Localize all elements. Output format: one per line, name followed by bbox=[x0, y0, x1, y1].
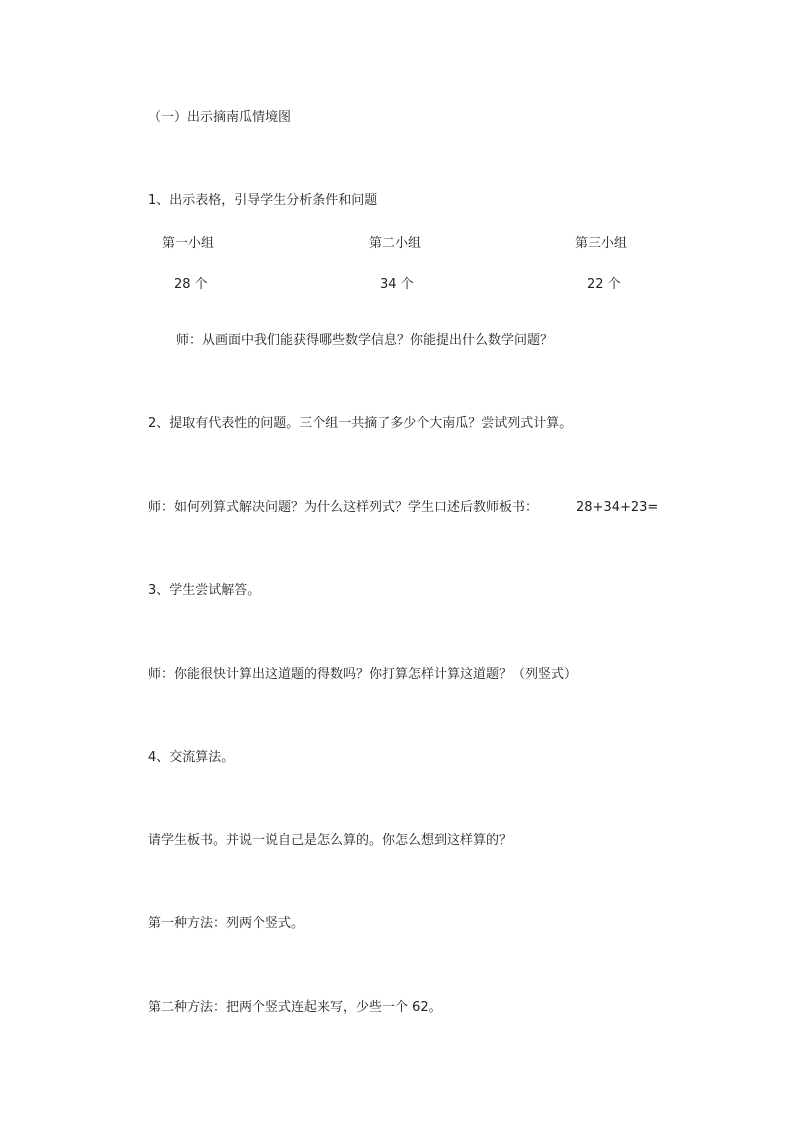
table-header-group1: 第一小组 bbox=[162, 236, 215, 251]
table-value-group2: 34 个 bbox=[380, 277, 414, 292]
step4-prompt: 请学生板书。并说一说自己是怎么算的。你怎么想到这样算的？ bbox=[148, 833, 513, 848]
step4-method1: 第一种方法：列两个竖式。 bbox=[148, 916, 305, 931]
table-header-group2: 第二小组 bbox=[369, 236, 422, 251]
table-value-group1: 28 个 bbox=[174, 277, 208, 292]
section-title: （一）出示摘南瓜情境图 bbox=[148, 110, 292, 125]
step2-heading: 2、提取有代表性的问题。三个组一共摘了多少个大南瓜？尝试列式计算。 bbox=[148, 416, 573, 431]
table-value-group3: 22 个 bbox=[587, 277, 621, 292]
step3-teacher-question: 师：你能很快计算出这道题的得数吗？你打算怎样计算这道题？（列竖式） bbox=[148, 667, 578, 682]
step1-heading: 1、出示表格，引导学生分析条件和问题 bbox=[148, 193, 378, 208]
table-header-group3: 第三小组 bbox=[575, 236, 628, 251]
step2-expression: 28+34+23= bbox=[576, 500, 659, 515]
step2-teacher-question: 师：如何列算式解决问题？为什么这样列式？学生口述后教师板书： bbox=[148, 500, 539, 515]
step3-heading: 3、学生尝试解答。 bbox=[148, 583, 261, 598]
step1-teacher-question: 师：从画面中我们能获得哪些数学信息？你能提出什么数学问题？ bbox=[176, 333, 554, 348]
step4-method2: 第二种方法：把两个竖式连起来写，少些一个 62。 bbox=[148, 1000, 442, 1015]
step4-heading: 4、交流算法。 bbox=[148, 750, 235, 765]
